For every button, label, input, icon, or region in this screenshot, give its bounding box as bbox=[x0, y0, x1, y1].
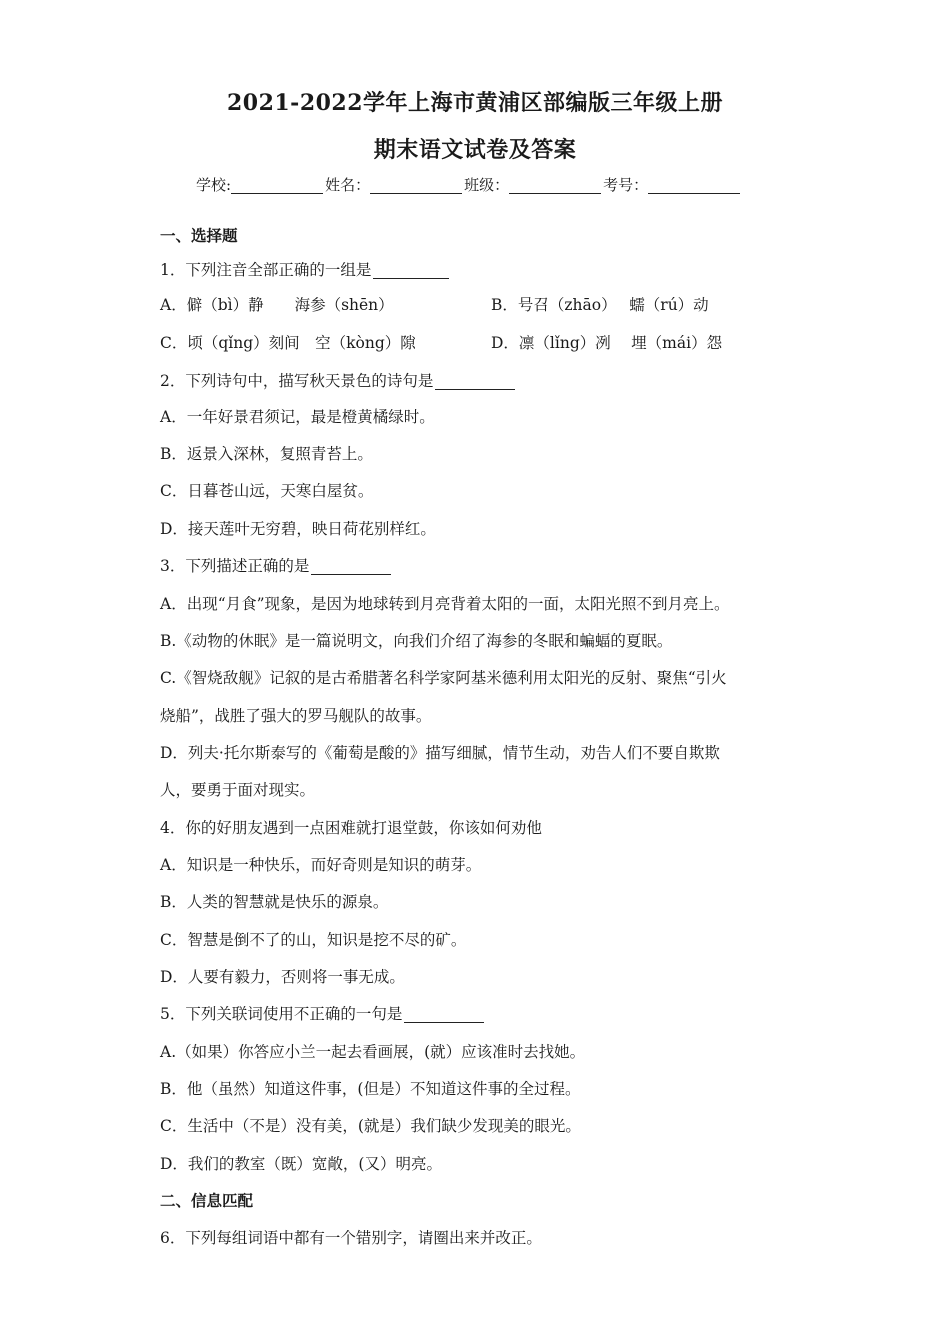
q3-option-b: B.《动物的休眠》是一篇说明文，向我们介绍了海参的冬眠和蝙蝠的夏眠。 bbox=[160, 632, 673, 650]
q4-option-b: B．人类的智慧就是快乐的源泉。 bbox=[160, 893, 389, 911]
section-heading-choice: 一、选择题 bbox=[160, 226, 238, 245]
q5-option-b: B．他（虽然）知道这件事，(但是）不知道这件事的全过程。 bbox=[160, 1080, 581, 1098]
q4-option-d: D．人要有毅力，否则将一事无成。 bbox=[160, 968, 405, 986]
school-field[interactable] bbox=[231, 177, 323, 194]
q5-option-d: D．我们的教室（既）宽敞，(又）明亮。 bbox=[160, 1155, 442, 1173]
q3-option-a: A．出现“月食”现象，是因为地球转到月亮背着太阳的一面，太阳光照不到月亮上。 bbox=[160, 595, 730, 613]
q4-option-c: C．智慧是倒不了的山，知识是挖不尽的矿。 bbox=[160, 931, 467, 949]
answer-blank-5[interactable] bbox=[404, 1006, 484, 1023]
question-5 bbox=[160, 1002, 484, 1024]
section-heading-matching: 二、信息匹配 bbox=[160, 1191, 254, 1210]
student-info-row bbox=[196, 174, 742, 195]
q2-option-d: D．接天莲叶无穷碧，映日荷花别样红。 bbox=[160, 520, 436, 538]
q3-option-d-line1: D．列夫·托尔斯泰写的《葡萄是酸的》描写细腻，情节生动，劝告人们不要自欺欺 bbox=[160, 744, 720, 762]
question-6-stem: 6．下列每组词语中都有一个错别字，请圈出来并改正。 bbox=[160, 1229, 542, 1247]
question-5-stem: 5．下列关联词使用不正确的一句是 bbox=[160, 1005, 403, 1023]
question-1-stem: 1．下列注音全部正确的一组是 bbox=[160, 261, 372, 279]
answer-blank-2[interactable] bbox=[435, 373, 515, 390]
exam-title-line1: 2021-2022学年上海市黄浦区部编版三年级上册 bbox=[226, 90, 724, 116]
question-3-stem: 3．下列描述正确的是 bbox=[160, 557, 310, 575]
q2-option-a: A．一年好景君须记，最是橙黄橘绿时。 bbox=[160, 408, 435, 426]
class-label: 班级： bbox=[464, 176, 510, 194]
q1-option-a: A．僻（bì）静 海参（shēn） bbox=[160, 296, 394, 314]
q1-option-b: B．号召（zhāo） 蠕（rú）动 bbox=[491, 296, 709, 314]
school-label: 学校: bbox=[196, 176, 232, 194]
question-4-stem: 4．你的好朋友遇到一点困难就打退堂鼓，你该如何劝他 bbox=[160, 819, 542, 837]
q3-option-d-line2: 人，要勇于面对现实。 bbox=[160, 781, 316, 799]
name-field[interactable] bbox=[370, 177, 462, 194]
exam-number-label: 考号： bbox=[603, 176, 649, 194]
q1-option-d: D．凛（lǐng）冽 埋（mái）怨 bbox=[491, 334, 723, 352]
q3-option-c-line2: 烧船”，战胜了强大的罗马舰队的故事。 bbox=[160, 707, 432, 725]
name-label: 姓名： bbox=[325, 176, 371, 194]
class-field[interactable] bbox=[509, 177, 601, 194]
question-3 bbox=[160, 554, 391, 576]
exam-title-line2: 期末语文试卷及答案 bbox=[373, 137, 577, 163]
q5-option-a: A.（如果）你答应小兰一起去看画展，(就）应该准时去找她。 bbox=[160, 1043, 586, 1061]
q3-option-c-line1: C.《智烧敌舰》记叙的是古希腊著名科学家阿基米德利用太阳光的反射、聚焦“引火 bbox=[160, 669, 727, 687]
answer-blank-3[interactable] bbox=[311, 558, 391, 575]
q2-option-c: C．日暮苍山远，天寒白屋贫。 bbox=[160, 482, 374, 500]
q5-option-c: C．生活中（不是）没有美，(就是）我们缺少发现美的眼光。 bbox=[160, 1117, 581, 1135]
question-1 bbox=[160, 258, 449, 280]
q2-option-b: B．返景入深林，复照青苔上。 bbox=[160, 445, 373, 463]
exam-number-field[interactable] bbox=[648, 177, 740, 194]
q1-option-c: C．顷（qǐng）刻间 空（kòng）隙 bbox=[160, 334, 416, 352]
answer-blank-1[interactable] bbox=[373, 262, 449, 279]
question-2-stem: 2．下列诗句中，描写秋天景色的诗句是 bbox=[160, 372, 434, 390]
question-2 bbox=[160, 369, 515, 391]
q4-option-a: A．知识是一种快乐，而好奇则是知识的萌芽。 bbox=[160, 856, 482, 874]
